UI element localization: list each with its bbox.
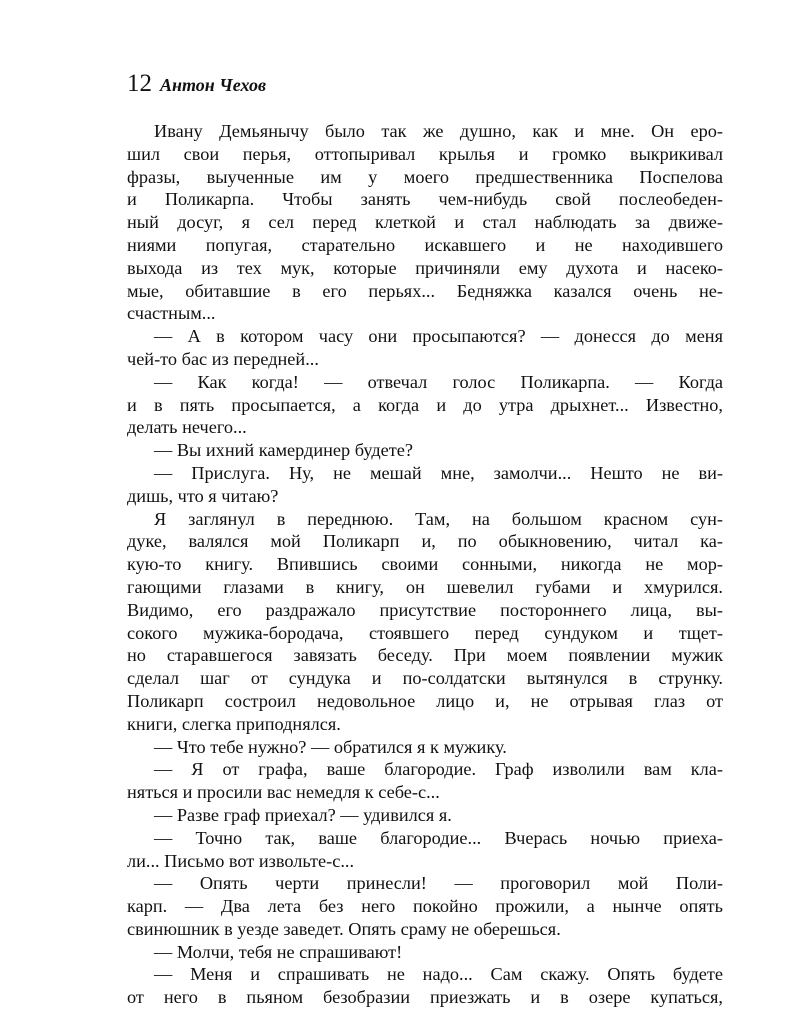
body-text	[127, 120, 723, 1009]
text-line: счастным...	[127, 303, 216, 324]
text-line: ли... Письмо вот извольте-с...	[127, 850, 355, 871]
text-line: карп. — Два лета без него покойно прожили, а нынче опять	[127, 896, 723, 917]
text-line: — Меня и спрашивать не надо... Сам скажу. Опять будете	[154, 964, 723, 985]
text-line: — Молчи, тебя не спрашивают!	[154, 941, 403, 962]
text-line: сделал шаг от сундука и по-солдатски вытянулся в струнку.	[127, 668, 723, 689]
page-header	[127, 70, 266, 98]
text-line: но старавшегося завязать беседу. При моем появлении мужик	[127, 645, 723, 666]
text-line: делать нечего...	[127, 417, 247, 438]
text-line: от него в пьяном безобразии приезжать и в озере купаться,	[127, 987, 723, 1008]
text-line: ниями попугая, старательно искавшего и не находившего	[127, 234, 723, 255]
text-line: чей-то бас из передней...	[127, 348, 319, 369]
running-head-author: Антон Чехов	[160, 75, 267, 95]
text-line: ный досуг, я сел перед клеткой и стал наблюдать за движе-	[127, 212, 723, 233]
text-line: — А в котором часу они просыпаются? — донесся до меня	[154, 326, 723, 347]
text-line: кую-то книгу. Впившись своими сонными, никогда не мор-	[127, 554, 723, 575]
text-line: Я заглянул в переднюю. Там, на большом красном сун-	[154, 508, 723, 529]
text-line: — Вы ихний камердинер будете?	[154, 440, 413, 461]
text-line: дуке, валялся мой Поликарп и, по обыкновению, читал ка-	[127, 531, 723, 552]
text-line: — Что тебе нужно? — обратился я к мужику.	[154, 736, 507, 757]
text-line: — Как когда! — отвечал голос Поликарпа. — Когда	[154, 371, 723, 392]
text-line: няться и просили вас немедля к себе-с...	[127, 782, 440, 803]
text-line: Ивану Демьянычу было так же душно, как и мне. Он еро-	[154, 121, 723, 141]
text-line: мые, обитавшие в его перьях... Бедняжка казался очень не-	[127, 280, 723, 301]
text-line: книги, слегка приподнялся.	[127, 713, 341, 734]
text-line: — Я от графа, ваше благородие. Граф изволили вам кла-	[154, 759, 723, 780]
text-line: — Разве граф приехал? — удивился я.	[154, 804, 452, 825]
text-line: — Опять черти принесли! — проговорил мой Поли-	[154, 873, 723, 894]
text-line: фразы, выученные им у моего предшественника Поспелова	[127, 166, 723, 187]
text-line: Видимо, его раздражало присутствие постороннего лица, вы-	[127, 599, 723, 620]
text-line: — Прислуга. Ну, не мешай мне, замолчи... Нешто не ви-	[154, 462, 723, 483]
text-line: и Поликарпа. Чтобы занять чем-нибудь свой послеобеден-	[127, 189, 723, 210]
text-line: сокого мужика-бородача, стоявшего перед сундуком и тщет-	[127, 622, 723, 643]
text-line: — Точно так, ваше благородие... Вчерась ночью приеха-	[154, 827, 723, 848]
text-line: дишь, что я читаю?	[127, 485, 279, 506]
text-line: свинюшник в уезде заведет. Опять сраму не оберешься.	[127, 918, 561, 939]
text-line: шил свои перья, оттопыривал крылья и громко выкрикивал	[127, 143, 723, 164]
page-number: 12	[127, 70, 152, 97]
text-line: гающими глазами в книгу, он шевелил губами и хмурился.	[127, 576, 723, 597]
text-line: и в пять просыпается, а когда и до утра дрыхнет... Известно,	[127, 394, 723, 415]
text-line: Поликарп состроил недовольное лицо и, не отрывая глаз от	[127, 690, 723, 711]
text-line: выхода из тех мук, которые причиняли ему духота и насеко-	[127, 257, 723, 278]
